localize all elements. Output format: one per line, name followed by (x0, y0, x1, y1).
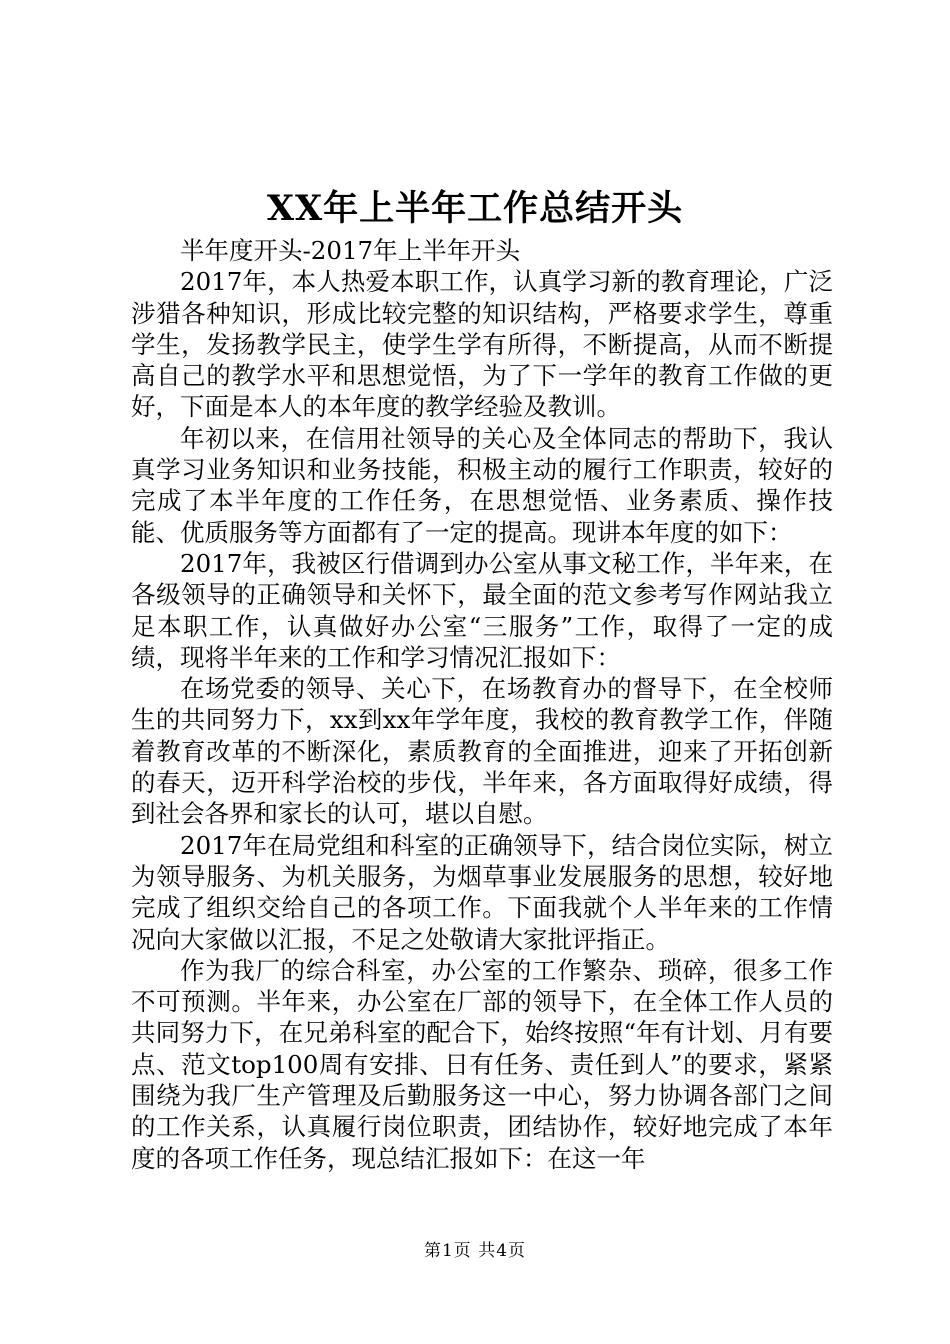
document-body (131, 235, 833, 1174)
paragraph: 2017年，本人热爱本职工作，认真学习新的教育理论，广泛涉猎各种知识，形成比较完整的知识结构，严格要求学生，尊重学生，发扬教学民主，使学生学有所得，不断提高，从而不断提高自己的教学水平和思想觉悟，为了下一学年的教育工作做的更好，下面是本人的本年度的教学经验及教训。 (131, 267, 833, 422)
paragraph: 2017年，我被区行借调到办公室从事文秘工作，半年来，在各级领导的正确领导和关怀下，最全面的范文参考写作网站我立足本职工作，认真做好办公室“三服务”工作，取得了一定的成绩，现将半年来的工作和学习情况汇报如下： (131, 548, 833, 672)
document-title: XX年上半年工作总结开头 (266, 188, 684, 229)
page-number-footer: 第1页 共4页 (423, 1241, 527, 1261)
paragraph: 在场党委的领导、关心下，在场教育办的督导下，在全校师生的共同努力下，xx到xx年学年度，我校的教育教学工作，伴随着教育改革的不断深化，素质教育的全面推进，迎来了开拓创新的春天，迈开科学治校的步伐，半年来，各方面取得好成绩，得到社会各界和家长的认可，堪以自慰。 (131, 674, 833, 829)
paragraph: 2017年在局党组和科室的正确领导下，结合岗位实际，树立为领导服务、为机关服务，为烟草事业发展服务的思想，较好地完成了组织交给自己的各项工作。下面我就个人半年来的工作情况向大家做以汇报，不足之处敬请大家批评指正。 (131, 830, 833, 954)
paragraph: 作为我厂的综合科室，办公室的工作繁杂、琐碎，很多工作不可预测。半年来，办公室在厂部的领导下，在全体工作人员的共同努力下，在兄弟科室的配合下，始终按照“年有计划、月有要点、范文top100周有安排、日有任务、责任到人”的要求，紧紧围绕为我厂生产管理及后勤服务这一中心，努力协调各部门之间的工作关系，认真履行岗位职责，团结协作，较好地完成了本年度的各项工作任务，现总结汇报如下：在这一年 (131, 955, 833, 1173)
paragraph: 年初以来，在信用社领导的关心及全体同志的帮助下，我认真学习业务知识和业务技能，积极主动的履行工作职责，较好的完成了本半年度的工作任务，在思想觉悟、业务素质、操作技能、优质服务等方面都有了一定的提高。现讲本年度的如下： (131, 423, 833, 547)
paragraph-subtitle: 半年度开头-2017年上半年开头 (180, 236, 521, 265)
